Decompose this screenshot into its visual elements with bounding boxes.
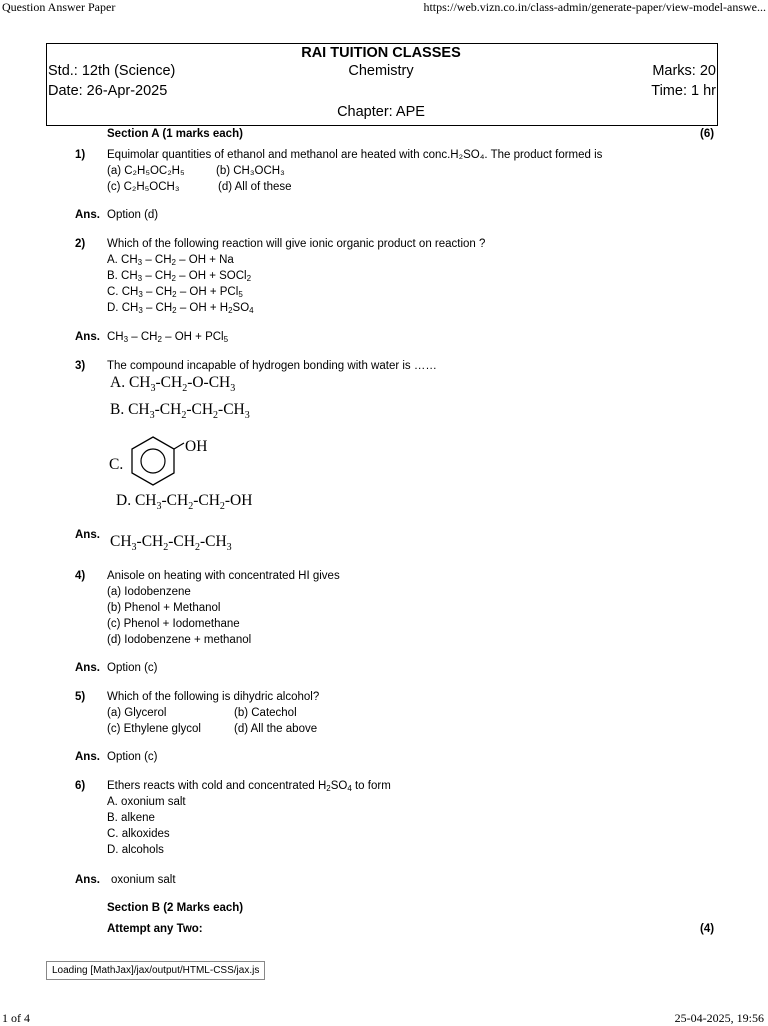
section-b-marks: (4): [700, 923, 715, 935]
option-c: (c) Ethylene glycol: [107, 723, 201, 735]
marks-label: Marks: 20: [652, 63, 716, 79]
question-text: Equimolar quantities of ethanol and methanol are heated with conc.H₂SO₄. The product formed is: [107, 149, 603, 161]
option-d: D. $CH_3 - CH_2$ – OH + $H_2SO_4$: [107, 302, 254, 315]
question-number: 6): [75, 780, 86, 792]
option-b: B. alkene: [107, 812, 155, 824]
option-c: C. $CH_3 - CH_2$ – OH + PCl$_5$: [107, 286, 243, 299]
option-c: (c) C₂H₅OCH₃: [107, 181, 180, 193]
answer-label: Ans.: [75, 662, 100, 674]
option-d: D. $CH_3-CH_2-CH_2-OH$: [116, 492, 253, 512]
option-d: D. alcohols: [107, 844, 164, 856]
question-number: 5): [75, 691, 86, 703]
question-text: Which of the following is dihydric alcohol?: [107, 691, 320, 703]
option-b: (b) Catechol: [234, 707, 297, 719]
answer-text: Option (c): [107, 662, 158, 674]
option-a: A. $CH_3-CH_2-O-CH_3$: [110, 374, 236, 394]
option-d: (d) All of these: [218, 181, 292, 193]
question-number: 4): [75, 570, 86, 582]
page-counter: 1 of 4: [2, 1011, 30, 1025]
question-text: Which of the following reaction will give ionic organic product on reaction ?: [107, 238, 486, 250]
date-label: Date: 26-Apr-2025: [48, 83, 168, 99]
answer-label: Ans.: [75, 209, 100, 221]
option-c: (c) Phenol + Iodomethane: [107, 618, 240, 630]
option-b: B. $CH_3 - CH_2$ – OH + SOCl$_2$: [107, 270, 252, 283]
option-a: (a) C₂H₅OC₂H₅: [107, 165, 185, 177]
answer-text: Option (c): [107, 751, 158, 763]
answer-text: Option (d): [107, 209, 159, 221]
mathjax-loading-status: Loading [MathJax]/jax/output/HTML-CSS/jax.js: [46, 961, 265, 980]
option-a: A. $CH_3 - CH_2$ – OH + Na: [107, 254, 234, 267]
answer-label: Ans.: [75, 331, 100, 343]
question-text: Anisole on heating with concentrated HI gives: [107, 570, 340, 582]
answer-label: Ans.: [75, 874, 100, 886]
subject-label: Chemistry: [348, 63, 414, 79]
question-number: 2): [75, 238, 86, 250]
answer-label: Ans.: [75, 751, 100, 763]
institute-name: RAI TUITION CLASSES: [301, 45, 461, 61]
question-number: 3): [75, 360, 86, 372]
section-b-title: Section B (2 Marks each): [107, 902, 244, 914]
option-d: (d) All the above: [234, 723, 318, 735]
option-a: A. oxonium salt: [107, 796, 186, 808]
print-header-url: https://web.vizn.co.in/class-admin/generate-paper/view-model-answe...: [423, 0, 766, 14]
question-text: Ethers reacts with cold and concentrated $H_2SO_4$ to form: [107, 780, 391, 793]
section-a-marks: (6): [700, 128, 715, 140]
time-label: Time: 1 hr: [651, 83, 716, 99]
answer-text: $CH_3-CH_2-CH_2-CH_3$: [110, 533, 232, 553]
option-d: (d) Iodobenzene + methanol: [107, 634, 252, 646]
print-timestamp: 25-04-2025, 19:56: [674, 1011, 764, 1025]
answer-label: Ans.: [75, 529, 100, 541]
question-text: The compound incapable of hydrogen bonding with water is ……: [107, 360, 437, 372]
answer-text: oxonium salt: [111, 874, 176, 886]
std-label: Std.: 12th (Science): [48, 63, 176, 79]
option-c-label: C.: [109, 456, 124, 473]
option-b: (b) Phenol + Methanol: [107, 602, 221, 614]
option-b: B. $CH_3-CH_2-CH_2-CH_3$: [110, 401, 250, 421]
section-a-title: Section A (1 marks each): [107, 128, 243, 140]
option-a: (a) Iodobenzene: [107, 586, 191, 598]
print-header-title: Question Answer Paper: [2, 0, 116, 14]
question-number: 1): [75, 149, 86, 161]
oh-group-label: OH: [185, 438, 208, 455]
section-b-instruction: Attempt any Two:: [107, 923, 203, 935]
chapter-label: Chapter: APE: [337, 104, 425, 120]
option-a: (a) Glycerol: [107, 707, 167, 719]
option-b: (b) CH₃OCH₃: [216, 165, 285, 177]
answer-text: $CH_3 - CH_2$ – OH + PCl$_5$: [107, 331, 229, 344]
option-c: C. alkoxides: [107, 828, 170, 840]
